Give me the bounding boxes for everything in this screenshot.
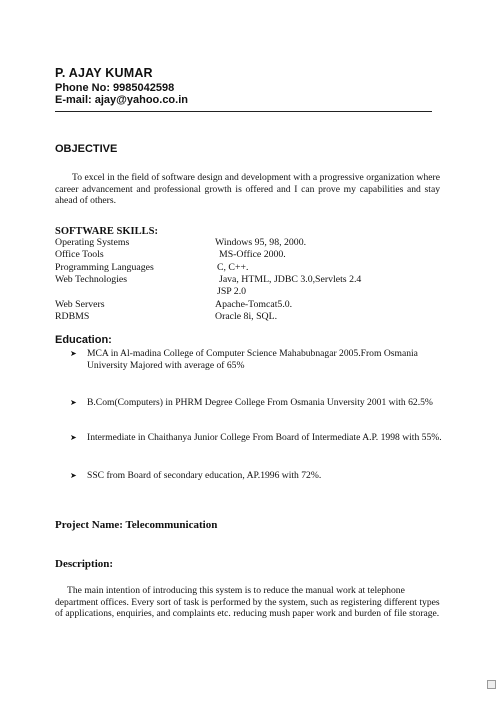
education-item: [70, 348, 445, 386]
objective-text: To excel in the field of software design and development with a progressive organization where career advancement and professional growth is offered and I can prove my capabilities and stay ahead of others.: [55, 172, 440, 207]
skill-label: Web Servers: [55, 299, 105, 310]
skill-label: Office Tools: [55, 249, 104, 260]
skill-value: Apache-Tomcat5.0.: [215, 299, 293, 310]
education-item: [70, 470, 445, 484]
skill-value: MS-Office 2000.: [219, 249, 286, 260]
arrow-bullet-icon: ➤: [70, 433, 77, 442]
header-divider: [55, 111, 432, 112]
education-heading: Education:: [55, 334, 112, 346]
skill-label: Programming Languages: [55, 262, 154, 273]
arrow-bullet-icon: ➤: [70, 349, 77, 358]
skill-label: Web Technologies: [55, 274, 128, 285]
candidate-name: P. AJAY KUMAR: [55, 66, 153, 80]
project-name: Project Name: Telecommunication: [55, 519, 218, 531]
skill-value: Windows 95, 98, 2000.: [215, 237, 307, 248]
description-heading: Description:: [55, 558, 114, 570]
skill-label: RDBMS: [55, 311, 90, 322]
education-item-text: B.Com(Computers) in PHRM Degree College From Osmania Unversity 2001 with 62.5%: [87, 397, 433, 408]
description-text: The main intention of introducing this system is to reduce the manual work at telephone department offices. Every sort of task is performed by the system, such as registering different types of applications, enquiries, and complaints etc. reducing mush paper work and burden of file storage.: [55, 585, 440, 620]
skill-value: Java, HTML, JDBC 3.0,Servlets 2.4: [219, 274, 362, 285]
education-item-text: SSC from Board of secondary education, AP.1996 with 72%.: [87, 470, 322, 481]
skill-label: Operating Systems: [55, 237, 130, 248]
education-item: [70, 397, 445, 423]
email-address: E-mail: ajay@yahoo.co.in: [55, 94, 188, 106]
education-item: [70, 432, 445, 458]
skill-value: Oracle 8i, SQL.: [215, 311, 278, 322]
software-skills-heading: SOFTWARE SKILLS:: [55, 226, 158, 237]
skill-value: C, C++.: [217, 262, 249, 273]
education-item-text: Intermediate in Chaithanya Junior College From Board of Intermediate A.P. 1998 with 55%.: [87, 432, 442, 443]
phone-number: Phone No: 9985042598: [55, 82, 175, 94]
skill-value: JSP 2.0: [217, 286, 247, 297]
arrow-bullet-icon: ➤: [70, 471, 77, 480]
arrow-bullet-icon: ➤: [70, 398, 77, 407]
education-item-text: MCA in Al-madina College of Computer Science Mahabubnagar 2005.From Osmania University Majored with average of 65%: [87, 348, 418, 371]
resize-grip-icon[interactable]: [487, 680, 496, 689]
objective-heading: OBJECTIVE: [55, 143, 118, 155]
